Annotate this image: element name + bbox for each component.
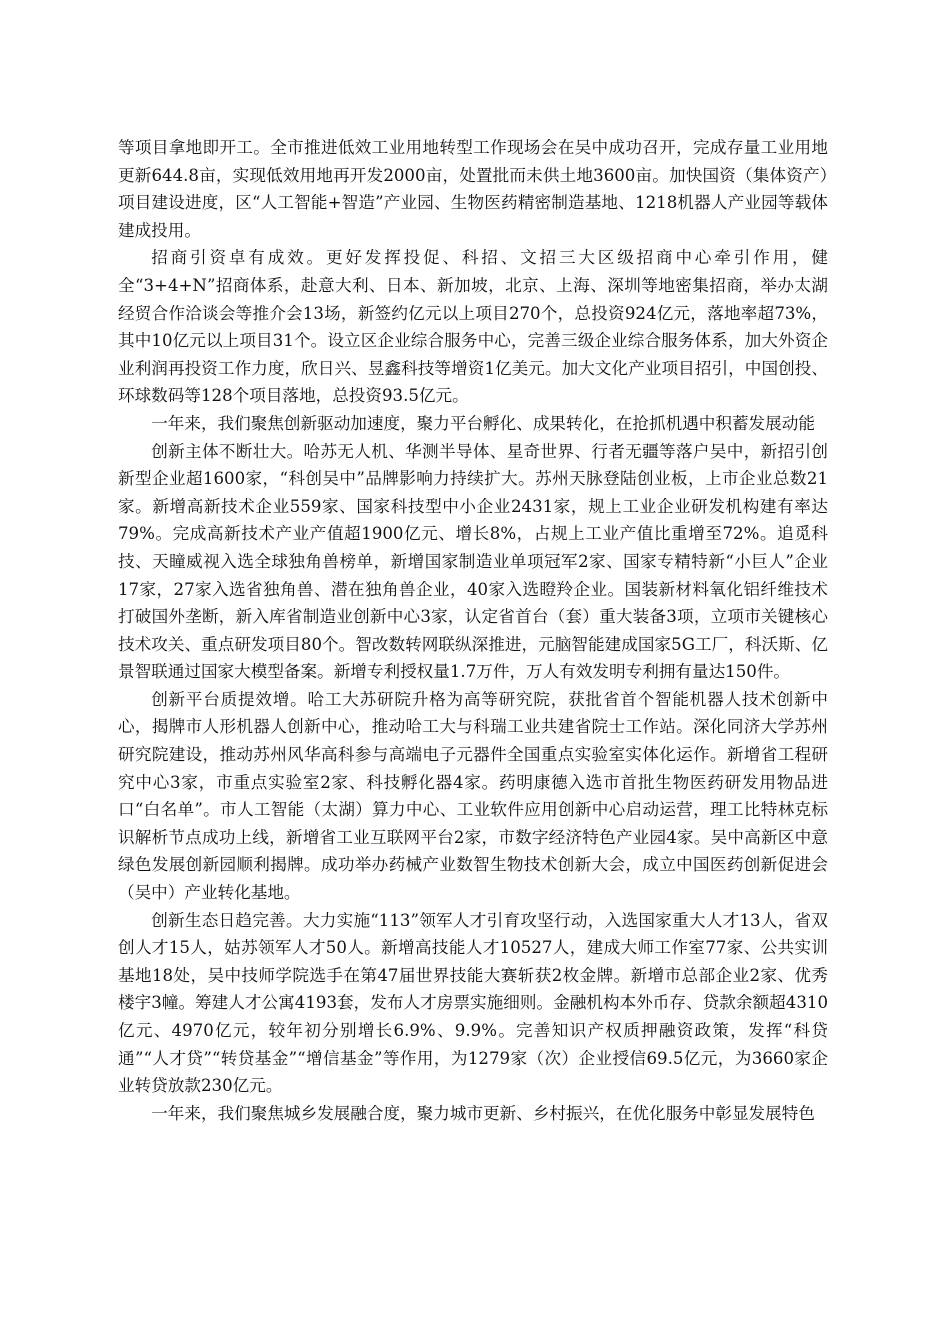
document-body xyxy=(118,134,828,1127)
paragraph-innovation-platforms: 创新平台质提效增。哈工大苏研院升格为高等研究院，获批省首个智能机器人技术创新中心，揭牌市人形机器人创新中心，推动哈工大与科瑞工业共建省院士工作站。深化同济大学苏州研究院建设，推动苏州风华高科参与高端电子元器件全国重点实验室实体化运作。新增省工程研究中心3家，市重点实验室2家、科技孵化器4家。药明康德入选市首批生物医药研发用物品进口“白名单”。市人工智能（太湖）算力中心、工业软件应用创新中心启动运营，理工比特林克标识解析节点成功上线，新增省工业互联网平台2家，市数字经济特色产业园4家。吴中高新区中意绿色发展创新园顺利揭牌。成功举办药械产业数智生物技术创新大会，成立中国医药创新促进会（吴中）产业转化基地。 xyxy=(118,689,828,903)
paragraph-urban-rural-summary: 一年来，我们聚焦城乡发展融合度，聚力城市更新、乡村振兴，在优化服务中彰显发展特色 xyxy=(151,1103,815,1123)
paragraph-land-use: 等项目拿地即开工。全市推进低效工业用地转型工作现场会在吴中成功召开，完成存量工业用地更新644.8亩，实现低效用地再开发2000亩，处置批而未供土地3600亩。加快国资（集体资产）项目建设进度，区“人工智能+智造”产业园、生物医药精密制造基地、1218机器人产业园等载体建成投用。 xyxy=(118,138,828,240)
paragraph-innovation-summary: 一年来，我们聚焦创新驱动加速度，聚力平台孵化、成果转化，在抢抓机遇中积蓄发展动能 xyxy=(151,413,815,433)
paragraph-innovation-entities: 创新主体不断壮大。哈苏无人机、华测半导体、星奇世界、行者无疆等落户吴中，新招引创新型企业超1600家，“科创吴中”品牌影响力持续扩大。苏州天脉登陆创业板，上市企业总数21家。新增高新技术企业559家、国家科技型中小企业2431家，规上工业企业研发机构建有率达79%。完成高新技术产业产值超1900亿元、增长8%，占规上工业产值比重增至72%。追觅科技、天瞳威视入选全球独角兽榜单，新增国家制造业单项冠军2家、国家专精特新“小巨人”企业17家，27家入选省独角兽、潜在独角兽企业，40家入选瞪羚企业。国装新材料氧化铝纤维技术打破国外垄断，新入库省制造业创新中心3家，认定省首台（套）重大装备3项，立项市关键核心技术攻关、重点研发项目80个。智改数转网联纵深推进，元脑智能建成国家5G工厂，科沃斯、亿景智联通过国家大模型备案。新增专利授权量1.7万件，万人有效发明专利拥有量达150件。 xyxy=(118,441,828,682)
paragraph-innovation-ecosystem: 创新生态日趋完善。大力实施“113”领军人才引育攻坚行动，入选国家重大人才13人，省双创人才15人，姑苏领军人才50人。新增高技能人才10527人，建成大师工作室77家、公共实训基地18处，吴中技师学院选手在第47届世界技能大赛斩获2枚金牌。新增市总部企业2家、优秀楼宇3幢。筹建人才公寓4193套，发布人才房票实施细则。金融机构本外币存、贷款余额超4310亿元、4970亿元，较年初分别增长6.9%、9.9%。完善知识产权质押融资政策，发挥“科贷通”“人才贷”“转贷基金”“增信基金”等作用，为1279家（次）企业授信69.5亿元，为3660家企业转贷放款230亿元。 xyxy=(118,910,828,1096)
paragraph-investment-attraction: 招商引资卓有成效。更好发挥投促、科招、文招三大区级招商中心牵引作用，健全“3+4+N”招商体系，赴意大利、日本、新加坡，北京、上海、深圳等地密集招商，举办太湖经贸合作洽谈会等推介会13场，新签约亿元以上项目270个，总投资924亿元，落地率超73%，其中10亿元以上项目31个。设立区企业综合服务中心，完善三级企业综合服务体系，加大外资企业利润再投资工作力度，欣日兴、昱鑫科技等增资1亿美元。加大文化产业项目招引，中国创投、环球数码等128个项目落地，总投资93.5亿元。 xyxy=(118,248,828,406)
